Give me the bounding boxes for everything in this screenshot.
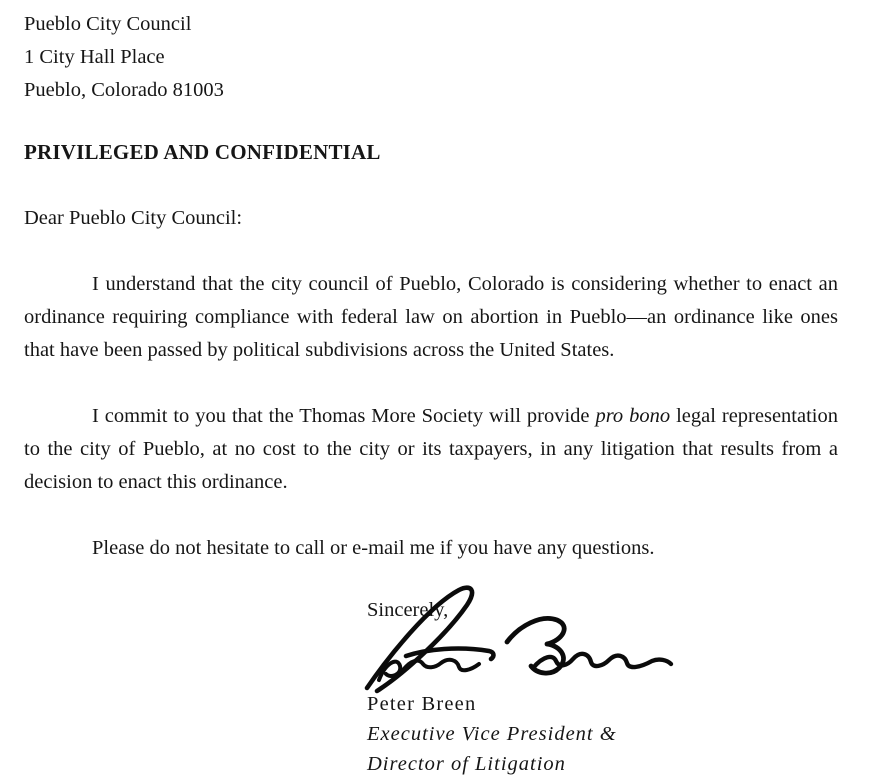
pro-bono-italic-phrase: pro bono <box>595 405 671 427</box>
paragraph-2-text-before: I commit to you that the Thomas More Society will provide <box>92 405 596 427</box>
typed-signature-name: Peter Breen <box>367 693 477 715</box>
signer-title-line1: Executive Vice President & <box>367 723 617 745</box>
body-paragraph-1: I understand that the city council of Pueblo, Colorado is considering whether to enact an ordinance requiring compliance with federal law on abortion in Pueblo—an ordinance like ones that have been passed by political subdivisions across the United States. <box>24 273 838 361</box>
body-paragraph-3: Please do not hesitate to call or e-mail me if you have any questions. <box>92 537 655 559</box>
valediction: Sincerely, <box>367 599 449 621</box>
paragraph-2-text-after: legal representation to the city of Pueblo, at no cost to the city or its taxpayers, in any litigation that results from a decision to enact this ordinance. <box>24 405 838 493</box>
confidentiality-notice: PRIVILEGED AND CONFIDENTIAL <box>24 140 381 164</box>
body-paragraph-2 <box>24 400 838 499</box>
signer-title-line2: Director of Litigation <box>367 753 566 775</box>
recipient-address-line1: 1 City Hall Place <box>24 46 165 68</box>
closing-block <box>367 594 838 779</box>
recipient-name: Pueblo City Council <box>24 13 192 35</box>
recipient-address-line2: Pueblo, Colorado 81003 <box>24 79 224 101</box>
recipient-address-block <box>24 8 838 107</box>
salutation: Dear Pueblo City Council: <box>24 207 243 229</box>
